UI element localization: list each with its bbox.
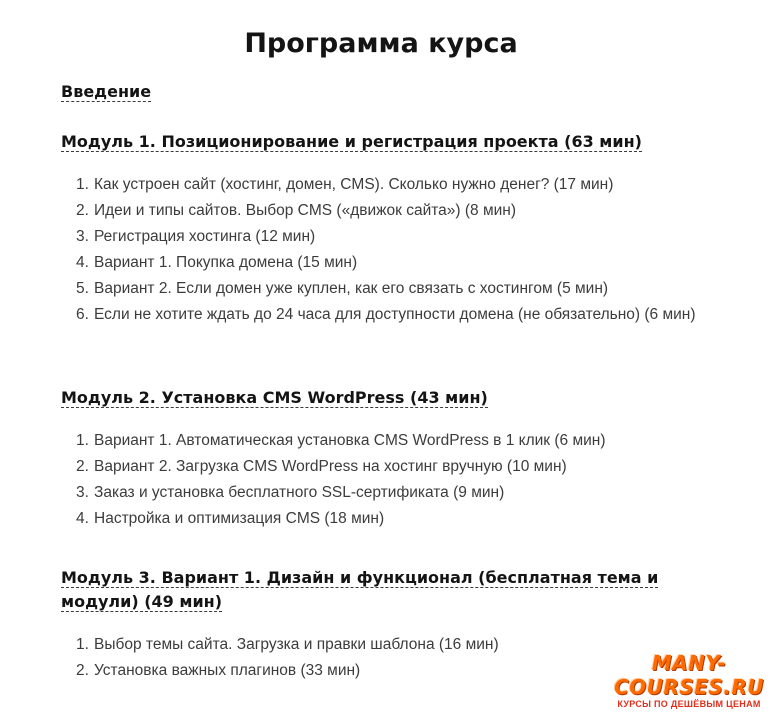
list-item — [76, 454, 696, 480]
section-module-2 — [61, 386, 711, 410]
list-item-text: Выбор темы сайта. Загрузка и правки шаблона (16 мин) — [94, 636, 499, 653]
list-item-text: Вариант 2. Загрузка CMS WordPress на хостинг вручную (10 мин) — [94, 458, 567, 475]
section-heading[interactable] — [61, 130, 711, 154]
list-item-text: Вариант 1. Покупка домена (15 мин) — [94, 254, 358, 271]
section-heading-text[interactable]: Модуль 1. Позиционирование и регистрация проекта (63 мин) — [61, 132, 642, 151]
list-item-text: Вариант 2. Если домен уже куплен, как его связать с хостингом (5 мин) — [94, 280, 609, 297]
list-item-text: Настройка и оптимизация CMS (18 мин) — [94, 510, 385, 527]
list-item — [76, 224, 696, 250]
list-item-number: 3. — [76, 228, 89, 245]
section-heading[interactable] — [61, 80, 711, 104]
list-item-number: 6. — [76, 306, 89, 323]
list-item-text: Регистрация хостинга (12 мин) — [94, 228, 316, 245]
list-item-text: Если не хотите ждать до 24 часа для доступности домена (не обязательно) (6 мин) — [94, 306, 696, 323]
section-heading[interactable] — [61, 566, 711, 614]
lesson-list-module-3 — [76, 632, 696, 684]
list-item — [76, 428, 696, 454]
section-heading-text[interactable]: Модуль 2. Установка CMS WordPress (43 мин) — [61, 388, 488, 407]
list-item — [76, 172, 696, 198]
watermark-sub-text: КУРСЫ ПО ДЕШЁВЫМ ЦЕНАМ — [617, 699, 761, 709]
list-item-number: 4. — [76, 254, 89, 271]
list-item — [76, 302, 696, 328]
list-item-text: Идеи и типы сайтов. Выбор CMS («движок сайта») (8 мин) — [94, 202, 516, 219]
list-item — [76, 480, 696, 506]
section-introduction — [61, 80, 711, 104]
list-item-text: Установка важных плагинов (33 мин) — [94, 662, 361, 679]
lesson-list-module-1 — [76, 172, 696, 328]
section-module-3 — [61, 566, 711, 614]
section-heading-text[interactable]: Введение — [61, 82, 152, 101]
list-item-text: Заказ и установка бесплатного SSL-сертификата (9 мин) — [94, 484, 505, 501]
list-item-text: Вариант 1. Автоматическая установка CMS WordPress в 1 клик (6 мин) — [94, 432, 606, 449]
list-item-number: 1. — [76, 636, 89, 653]
list-item — [76, 198, 696, 224]
section-module-1 — [61, 130, 711, 154]
page-title: Программа курса — [244, 28, 518, 60]
list-item-number: 1. — [76, 176, 89, 193]
section-heading[interactable] — [61, 386, 711, 410]
watermark-logo — [609, 651, 769, 710]
section-heading-text[interactable]: Модуль 3. Вариант 1. Дизайн и функционал (бесплатная тема и модули) (49 мин) — [61, 568, 659, 611]
list-item-number: 4. — [76, 510, 89, 527]
list-item-text: Как устроен сайт (хостинг, домен, CMS). Сколько нужно денег? (17 мин) — [94, 176, 614, 193]
list-item — [76, 658, 696, 684]
list-item-number: 2. — [76, 662, 89, 679]
list-item-number: 5. — [76, 280, 89, 297]
list-item — [76, 250, 696, 276]
list-item — [76, 632, 696, 658]
list-item-number: 1. — [76, 432, 89, 449]
list-item-number: 2. — [76, 202, 89, 219]
list-item-number: 2. — [76, 458, 89, 475]
list-item-number: 3. — [76, 484, 89, 501]
watermark-main-text: MANY-COURSES.RU — [613, 651, 765, 699]
list-item — [76, 276, 696, 302]
list-item — [76, 506, 696, 532]
lesson-list-module-2 — [76, 428, 696, 532]
